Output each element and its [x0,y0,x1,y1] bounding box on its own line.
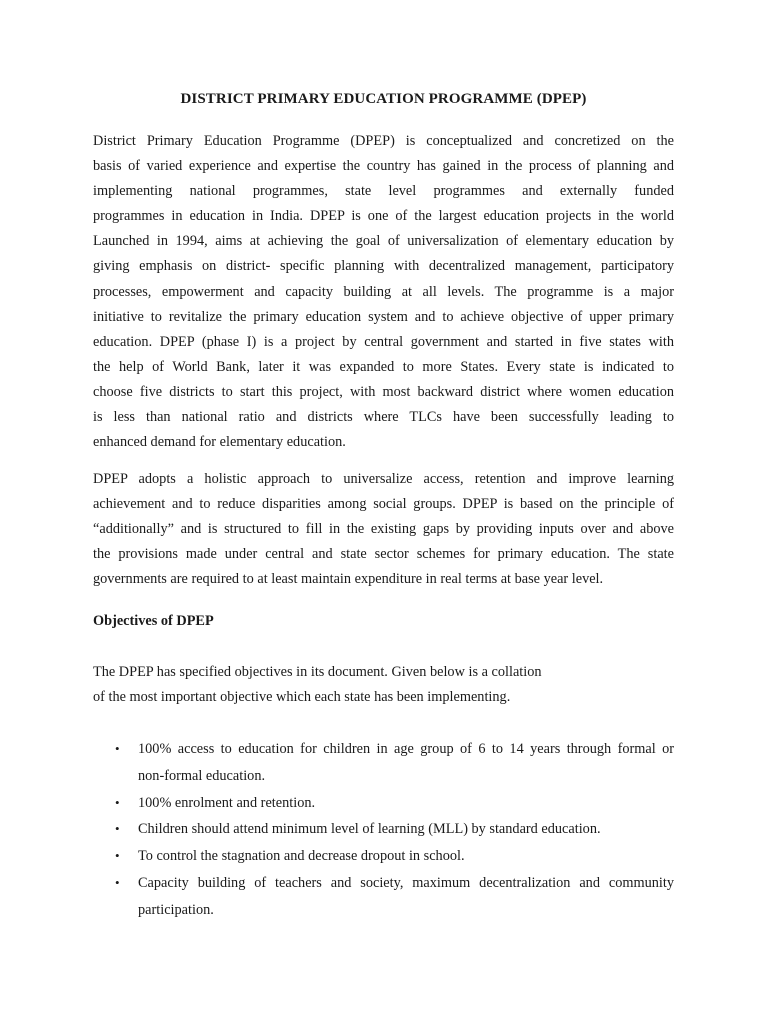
document-title: DISTRICT PRIMARY EDUCATION PROGRAMME (DPEP) [180,91,587,107]
paragraph-line: choose five districts to start this project, with most backward district where women education [93,383,674,400]
paragraph-line: implementing national programmes, state level programmes and externally funded [93,183,674,200]
objective-text-line: To control the stagnation and decrease dropout in school. [138,848,465,865]
bullet-icon: • [115,741,120,756]
bullet-icon: • [115,848,120,864]
paragraph-line: basis of varied experience and expertise the country has gained in the process of planning and [93,158,674,175]
objective-text-line: 100% enrolment and retention. [138,794,316,811]
objective-text-line: Capacity building of teachers and society, maximum decentralization and community [138,874,674,891]
objective-text-line: Children should attend minimum level of learning (MLL) by standard education. [138,821,601,838]
bullet-icon: • [115,874,120,890]
paragraph-line: District Primary Education Programme (DPEP) is conceptualized and concretized on the [93,133,674,149]
intro-paragraph [93,129,674,455]
objective-text-line: non-formal education. [138,767,266,784]
paragraph-line: enhanced demand for elementary education. [93,434,346,451]
objective-item [93,870,674,924]
paragraph-line: DPEP adopts a holistic approach to universalize access, retention and improve learning [93,471,674,487]
paragraph-line: programmes in education in India. DPEP is one of the largest education projects in the world [93,208,674,225]
paragraph-line: The DPEP has specified objectives in its document. Given below is a collation [93,664,542,680]
paragraph-line: governments are required to at least maintain expenditure in real terms at base year level. [93,571,604,588]
paragraph-line: of the most important objective which each state has been implementing. [93,689,511,705]
paragraph-line: the provisions made under central and state sector schemes for primary education. The state [93,546,674,563]
objective-item [93,790,674,817]
objective-text-line: participation. [138,901,214,918]
objective-text-line: 100% access to education for children in age group of 6 to 14 years through formal or [138,741,674,757]
paragraph-line: initiative to revitalize the primary education system and to achieve objective of upper primary [93,308,674,325]
paragraph-line: “additionally” and is structured to fill in the existing gaps by providing inputs over and above [93,521,674,538]
objective-item [93,843,674,870]
objective-item [93,816,674,843]
paragraph-line: education. DPEP (phase I) is a project by central government and started in five states with [93,333,674,350]
bullet-icon: • [115,821,120,837]
paragraph-line: is less than national ratio and districts where TLCs have been successfully leading to [93,409,674,426]
objectives-heading: Objectives of DPEP [93,613,214,629]
paragraph-line: the help of World Bank, later it was expanded to more States. Every state is indicated to [93,358,674,375]
paragraph-line: Launched in 1994, aims at achieving the goal of universalization of elementary education by [93,233,674,250]
approach-paragraph [93,467,674,592]
paragraph-line: achievement and to reduce disparities among social groups. DPEP is based on the principle of [93,496,674,513]
objective-item [93,736,674,790]
objectives-list [93,736,674,924]
bullet-icon: • [115,794,120,810]
paragraph-line: giving emphasis on district- specific planning with decentralized management, participatory [93,258,674,275]
paragraph-line: processes, empowerment and capacity building at all levels. The programme is a major [93,283,674,300]
objectives-intro-paragraph [93,660,674,710]
